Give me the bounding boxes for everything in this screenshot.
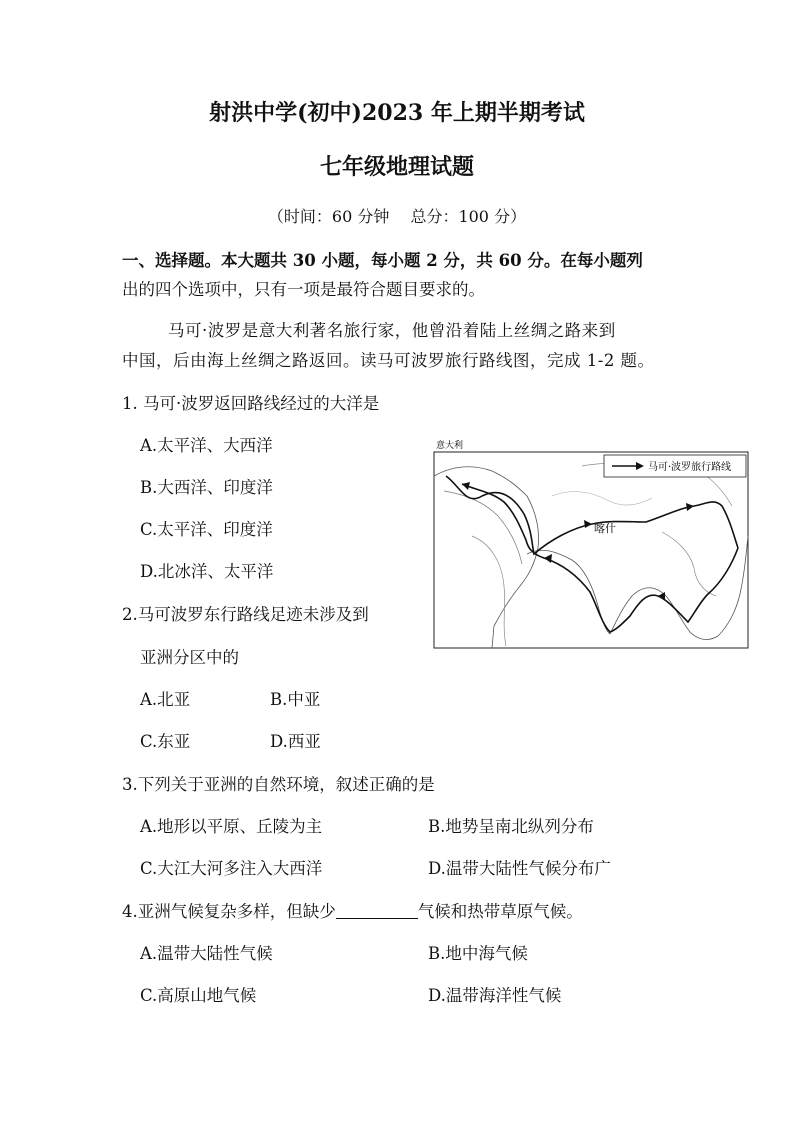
question-1-stem: 1. 马可·波罗返回路线经过的大洋是 [122,394,380,413]
question-3-option-c[interactable]: C.大江大河多注入大西洋 [140,859,323,878]
question-2-option-c[interactable]: C.东亚 [140,732,191,751]
question-2-option-d[interactable]: D.西亚 [270,732,321,751]
question-4-stem-start: 4.亚洲气候复杂多样，但缺少 [122,902,336,921]
map-label-italy: 意大利 [436,441,464,451]
question-2-option-a[interactable]: A.北亚 [140,690,191,709]
question-4-option-b[interactable]: B.地中海气候 [428,944,528,963]
question-3-option-d[interactable]: D.温带大陆性气候分布广 [428,859,611,878]
question-2-stem: 2.马可波罗东行路线足迹未涉及到 [122,605,369,624]
map-legend-label: 马可·波罗旅行路线 [648,462,732,473]
section-heading-line1: 一、选择题。本大题共 30 小题，每小题 2 分，共 60 分。在每小题列 [122,251,643,270]
marco-polo-route-map [432,436,750,650]
question-4-option-a[interactable]: A.温带大陆性气候 [140,944,273,963]
question-2-option-b[interactable]: B.中亚 [270,690,321,709]
exam-subtitle: 七年级地理试题 [319,154,474,180]
exam-meta: （时间：60 分钟 总分：100 分） [267,207,527,226]
question-3-option-b[interactable]: B.地势呈南北纵列分布 [428,817,594,836]
question-3-option-a[interactable]: A.地形以平原、丘陵为主 [140,817,323,836]
exam-title: 射洪中学(初中)2023 年上期半期考试 [209,100,585,126]
question-1-option-a[interactable]: A.太平洋、大西洋 [140,436,273,455]
question-4-option-d[interactable]: D.温带海洋性气候 [428,986,562,1005]
section-heading-line2: 出的四个选项中，只有一项是最符合题目要求的。 [122,280,485,299]
question-1-option-d[interactable]: D.北冰洋、太平洋 [140,562,274,581]
question-1-option-c[interactable]: C.太平洋、印度洋 [140,520,273,539]
question-4-stem-end: 气候和热带草原气候。 [417,902,583,921]
question-4-option-c[interactable]: C.高原山地气候 [140,986,257,1005]
question-3-stem: 3.下列关于亚洲的自然环境，叙述正确的是 [122,775,435,794]
question-4-stem [122,898,583,922]
question-4-blank [336,904,418,919]
question-2-stem-continued: 亚洲分区中的 [140,648,239,667]
passage-line2: 中国，后由海上丝绸之路返回。读马可波罗旅行路线图，完成 1-2 题。 [122,351,655,370]
map-label-kashgar: 喀什 [594,522,616,535]
question-1-option-b[interactable]: B.大西洋、印度洋 [140,478,273,497]
passage-line1: 马可·波罗是意大利著名旅行家，他曾沿着陆上丝绸之路来到 [168,321,616,340]
